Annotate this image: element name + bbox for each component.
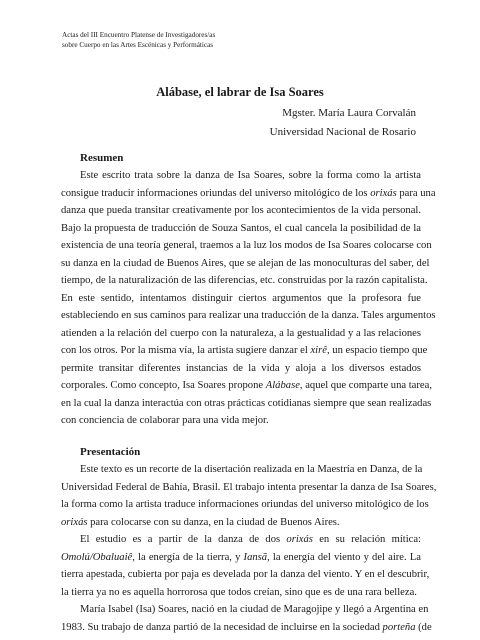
presentacion-line: tierra apestada, cubierta por paja es develada por la danza del viento. Y en el descubrir, — [61, 569, 430, 580]
resumen-line: en la cual la danza interactúa con otras prácticas cotidianas siempre que sean realizadas — [61, 397, 432, 409]
presentacion-line: María Isabel (Isa) Soares, nació en la ciudad de Maragojipe y llegó a Argentina en — [80, 604, 429, 615]
resumen-line: con conciencia de colaborar para una vida mejor. — [61, 415, 269, 426]
resumen-line: corporales. Como concepto, Isa Soares propone Alábase, aquel que comparte una tarea, — [61, 380, 432, 391]
resumen-line: consigue traducir informaciones oriundas del universo mitológico de los orixás para una — [61, 187, 436, 199]
running-header-line: sobre Cuerpo en las Artes Escénicas y Performáticas — [62, 41, 214, 49]
resumen-heading: Resumen — [80, 152, 124, 164]
presentacion-line: la forma como la artista traduce informaciones oriundas del universo mitológico de los — [61, 499, 429, 510]
presentacion-line: 1983. Su trabajo de danza partió de la necesidad de incluirse en la sociedad porteña (de — [61, 621, 432, 633]
presentacion-line: orixás para colocarse con su danza, en la ciudad de Buenos Aires. — [61, 516, 340, 528]
resumen-line: tiempo, de la naturalización de las diferencias, etc. construidas por la razón capitalista. — [61, 275, 428, 286]
author-block — [270, 104, 416, 141]
resumen-line: estableciendo en sus caminos para realizar una traducción de la danza. Tales argumentos — [61, 310, 436, 321]
resumen-line: danza que pueda transitar creativamente por los acontecimientos de la vida personal. — [61, 205, 421, 216]
presentacion-line: El estudio es a partir de la danza de dos orixás en su relación mítica: — [80, 534, 422, 545]
resumen-line: existencia de una teoría general, traemos a la luz los modos de Isa Soares colocarse con — [61, 240, 432, 251]
presentacion-line: Este texto es un recorte de la disertación realizada en la Maestría en Danza, de la — [80, 464, 423, 475]
presentacion-heading: Presentación — [80, 446, 141, 458]
presentacion-line: Universidad Federal de Bahía, Brasil. El trabajo intenta presentar la danza de Isa Soares, — [61, 481, 437, 493]
resumen-line: atienden a la relación del cuerpo con la naturaleza, a la gestualidad y a las relaciones — [61, 327, 421, 339]
author-affiliation: Universidad Nacional de Rosario — [269, 125, 416, 138]
resumen-line: En este sentido, intentamos distinguir ciertos argumentos que la profesora fue — [61, 292, 421, 304]
resumen-line: con los otros. Por la misma vía, la artista sugiere danzar el xirê, un espacio tiempo que — [61, 345, 428, 356]
resumen-line: Bajo la propuesta de traducción de Souza Santos, el cual cancela la posibilidad de la — [61, 222, 421, 234]
presentacion-body — [61, 461, 437, 636]
presentacion-line: Omolú/Obaluaiê, la energía de la tierra, y Iansã, la energía del viento y del aire. La — [61, 551, 421, 563]
running-header-line: Actas del III Encuentro Platense de Investigadores/as — [62, 31, 216, 39]
paper-title: Alábase, el labrar de Isa Soares — [156, 85, 324, 99]
presentacion-line: la tierra ya no es aquella horrorosa que todos creían, sino que es de una rara belleza. — [61, 586, 417, 598]
resumen-body — [61, 167, 436, 430]
resumen-line: su danza en la ciudad de Buenos Aires, que se alejan de las monoculturas del saber, del — [61, 257, 430, 269]
resumen-line: Este escrito trata sobre la danza de Isa Soares, sobre la forma como la artista — [80, 170, 421, 181]
author-name: Mgster. María Laura Corvalán — [282, 107, 416, 119]
running-header — [62, 30, 215, 50]
resumen-line: permite transitar diferentes instancias de la vida y aloja a los diversos estados — [61, 362, 421, 374]
